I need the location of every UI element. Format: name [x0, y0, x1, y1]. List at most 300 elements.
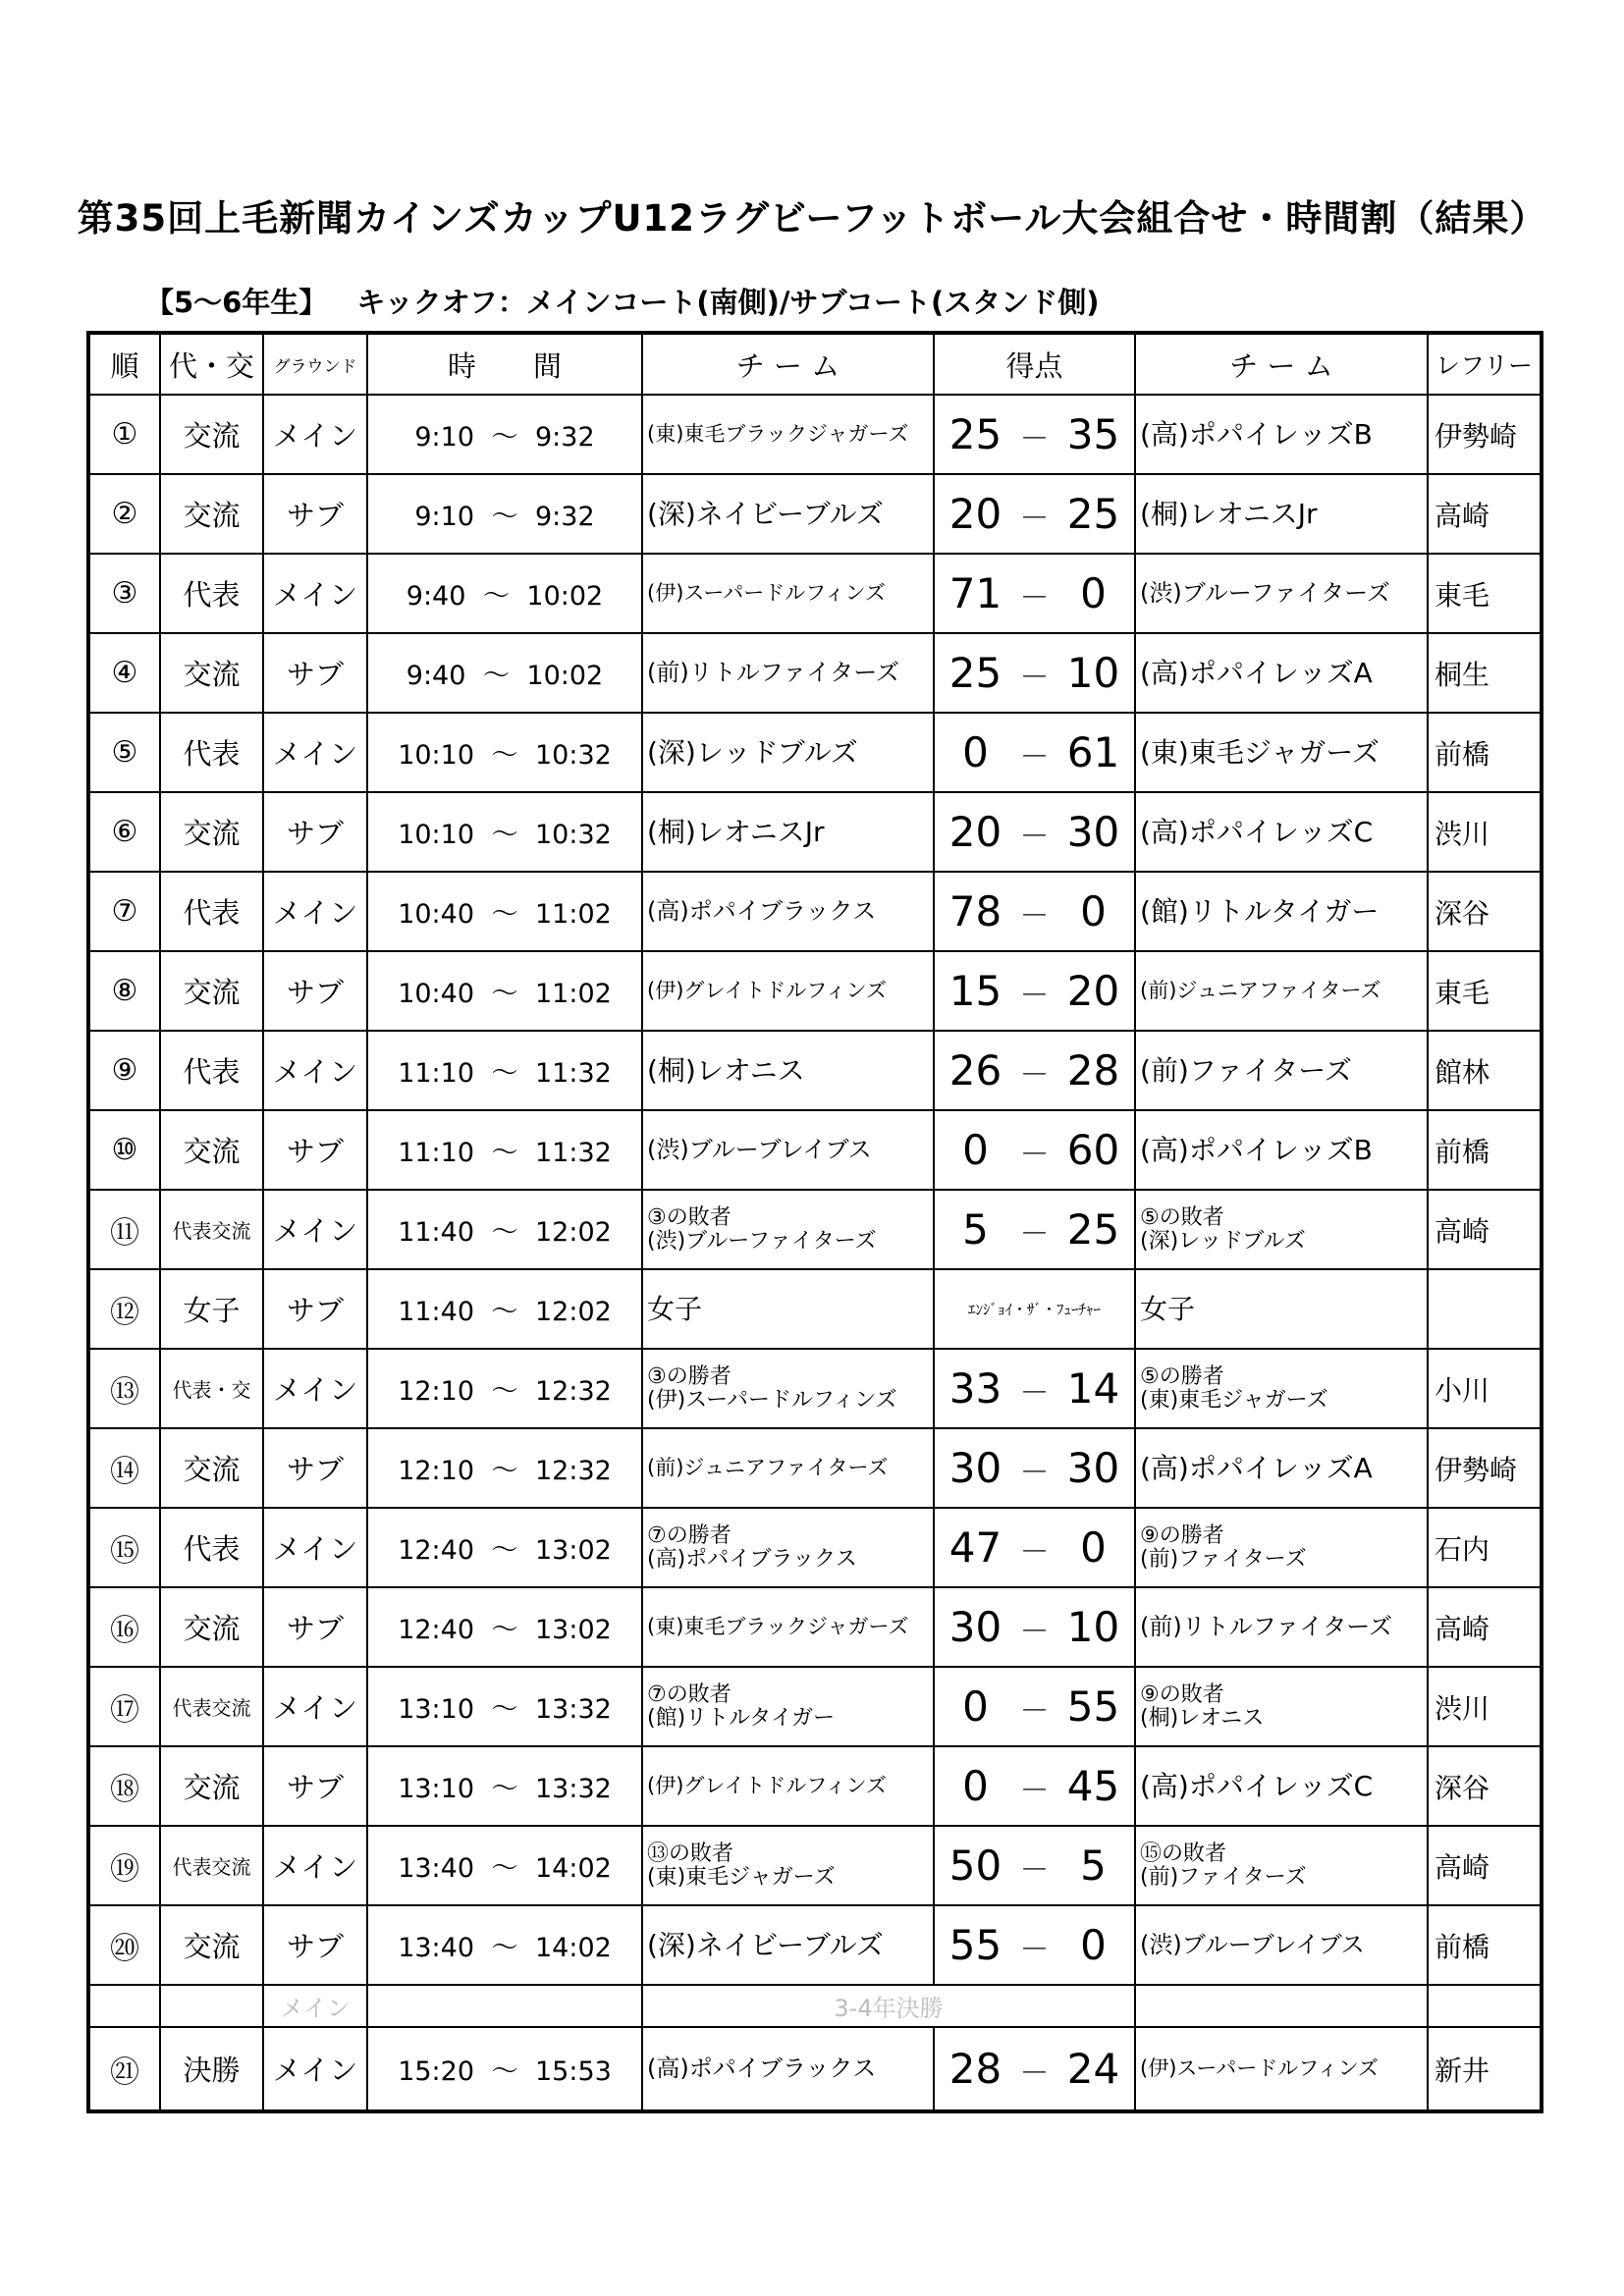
team-right: (桐)レオニスJr [1135, 474, 1428, 554]
start-time: 13:10 [398, 1694, 474, 1725]
start-time: 9:40 [406, 581, 466, 612]
time-slot [367, 1508, 642, 1587]
time-separator: ～ [491, 1853, 518, 1884]
referee: 高崎 [1428, 1190, 1542, 1269]
referee: 高崎 [1428, 1587, 1542, 1667]
score [934, 1349, 1135, 1428]
time-separator: ～ [491, 1138, 518, 1168]
team-left [642, 1826, 934, 1905]
score-separator: － [1019, 1774, 1050, 1808]
header-ground: グラウンド [263, 333, 367, 395]
referee: 東毛 [1428, 951, 1542, 1031]
division: 代表 [160, 872, 263, 951]
team-right-source: ⑨の敗者 [1140, 1682, 1224, 1708]
header-time: 時 間 [367, 333, 642, 395]
team-left [642, 1667, 934, 1746]
table-row [88, 713, 1542, 792]
score-separator: － [1019, 899, 1050, 934]
end-time: 12:32 [535, 1376, 612, 1407]
team-left: (深)レッドブルズ [642, 713, 934, 792]
team-right [1135, 1667, 1428, 1746]
score-right: 30 [1066, 1444, 1120, 1492]
start-time: 13:40 [398, 1933, 474, 1963]
referee: 前橋 [1428, 713, 1542, 792]
end-time: 13:32 [535, 1774, 612, 1804]
score-separator: － [1019, 1058, 1050, 1093]
score-left: 25 [948, 649, 1002, 697]
table-row [88, 1587, 1542, 1667]
kickoff-note: キックオフ：メインコート(南側)/サブコート(スタンド側) [356, 286, 1100, 319]
score-separator: － [1019, 2056, 1050, 2091]
score-left: 20 [948, 808, 1002, 856]
score-separator: － [1019, 502, 1050, 536]
score-left: 5 [962, 1205, 989, 1254]
ground: サブ [263, 633, 367, 713]
team-right: (館)リトルタイガー [1135, 872, 1428, 951]
division: 代表交流 [160, 1190, 263, 1269]
end-time: 10:02 [526, 581, 604, 612]
header-score: 得点 [934, 333, 1135, 395]
referee: 前橋 [1428, 1905, 1542, 1985]
ground: サブ [263, 474, 367, 554]
header-no: 順 [88, 333, 160, 395]
score-separator: － [1019, 820, 1050, 854]
team-right-name: (前)ファイターズ [1140, 1864, 1307, 1890]
match-number: ⑤ [88, 713, 160, 792]
ground: メイン [263, 1667, 367, 1746]
referee: 伊勢崎 [1428, 1428, 1542, 1508]
time-slot [367, 1110, 642, 1190]
team-right-name: (桐)レオニス [1140, 1705, 1265, 1731]
score-separator: － [1019, 1694, 1050, 1729]
ground: サブ [263, 1110, 367, 1190]
time-slot [367, 951, 642, 1031]
score-separator: － [1019, 1138, 1050, 1172]
interlude-referee [1428, 1985, 1542, 2027]
ground: メイン [263, 395, 367, 474]
referee: 深谷 [1428, 1746, 1542, 1826]
score [934, 1667, 1135, 1746]
end-time: 13:02 [535, 1535, 612, 1566]
match-number: ⑮ [88, 1508, 160, 1587]
score [934, 1746, 1135, 1826]
match-number: ⑭ [88, 1428, 160, 1508]
division: 交流 [160, 395, 263, 474]
score [934, 633, 1135, 713]
score-left: 33 [948, 1364, 1002, 1413]
team-right [1135, 1349, 1428, 1428]
referee [1428, 1269, 1542, 1349]
team-right: (高)ポパイレッズA [1135, 633, 1428, 713]
time-slot [367, 2027, 642, 2111]
end-time: 10:02 [526, 661, 604, 691]
table-row [88, 792, 1542, 872]
time-slot [367, 474, 642, 554]
team-left: (伊)スーパードルフィンズ [642, 554, 934, 633]
team-right: (高)ポパイレッズB [1135, 1110, 1428, 1190]
score [934, 1190, 1135, 1269]
match-number: ⑥ [88, 792, 160, 872]
interlude-division [160, 1985, 263, 2027]
time-separator: ～ [491, 1058, 518, 1089]
team-right-source: ⑨の勝者 [1140, 1523, 1224, 1549]
referee: 新井 [1428, 2027, 1542, 2111]
start-time: 11:40 [398, 1297, 474, 1327]
score [934, 395, 1135, 474]
start-time: 12:40 [398, 1615, 474, 1645]
referee: 東毛 [1428, 554, 1542, 633]
score-left: 25 [948, 410, 1002, 458]
team-right: (東)東毛ジャガーズ [1135, 713, 1428, 792]
division: 代表 [160, 713, 263, 792]
score-separator: － [1019, 1456, 1050, 1490]
interlude-time [367, 1985, 642, 2027]
time-slot [367, 1428, 642, 1508]
division: 交流 [160, 1905, 263, 1985]
referee: 伊勢崎 [1428, 395, 1542, 474]
team-left-source: ③の敗者 [647, 1205, 731, 1231]
time-separator: ～ [491, 1774, 518, 1804]
division: 代表 [160, 554, 263, 633]
ground: サブ [263, 1746, 367, 1826]
start-time: 10:10 [398, 820, 474, 850]
interlude-row [88, 1985, 1542, 2027]
document-title: 第35回上毛新聞カインズカップU12ラグビーフットボール大会組合せ・時間割（結果） [77, 197, 1547, 240]
end-time: 11:32 [535, 1058, 612, 1089]
ground: メイン [263, 554, 367, 633]
score-right: 25 [1066, 1205, 1120, 1254]
table-row [88, 554, 1542, 633]
division: 交流 [160, 1428, 263, 1508]
referee: 館林 [1428, 1031, 1542, 1110]
referee: 渋川 [1428, 1667, 1542, 1746]
score-right: 55 [1066, 1682, 1120, 1731]
score-right: 10 [1066, 649, 1120, 697]
table-row [88, 1667, 1542, 1746]
start-time: 10:40 [398, 899, 474, 930]
score-left: 26 [948, 1046, 1002, 1095]
score-left: 30 [948, 1603, 1002, 1651]
end-time: 9:32 [535, 422, 595, 453]
end-time: 11:02 [535, 899, 612, 930]
score-note: ｴﾝｼﾞｮｲ・ｻﾞ・ﾌｭｰﾁｬｰ [934, 1269, 1135, 1349]
team-left [642, 1349, 934, 1428]
score [934, 1428, 1135, 1508]
score-right: 30 [1066, 808, 1120, 856]
header-row [88, 333, 1542, 395]
time-separator: ～ [491, 979, 518, 1009]
start-time: 9:10 [414, 502, 474, 532]
division: 女子 [160, 1269, 263, 1349]
time-slot [367, 554, 642, 633]
time-separator: ～ [491, 740, 518, 771]
table-row [88, 1190, 1542, 1269]
start-time: 11:10 [398, 1058, 474, 1089]
score [934, 713, 1135, 792]
ground: サブ [263, 1269, 367, 1349]
team-right: (高)ポパイレッズC [1135, 792, 1428, 872]
ground: メイン [263, 1031, 367, 1110]
team-left: (深)ネイビーブルズ [642, 1905, 934, 1985]
score-right: 25 [1066, 490, 1120, 538]
table-row [88, 2027, 1542, 2111]
end-time: 14:02 [535, 1853, 612, 1884]
time-slot [367, 1667, 642, 1746]
score-right: 20 [1066, 967, 1120, 1015]
time-separator: ～ [491, 1376, 518, 1407]
score-separator: － [1019, 661, 1050, 695]
referee: 石内 [1428, 1508, 1542, 1587]
team-left-source: ③の勝者 [647, 1364, 731, 1390]
score-right: 14 [1066, 1364, 1120, 1413]
team-left: (東)東毛ブラックジャガーズ [642, 1587, 934, 1667]
end-time: 10:32 [535, 820, 612, 850]
start-time: 9:40 [406, 661, 466, 691]
team-right: (前)リトルファイターズ [1135, 1587, 1428, 1667]
score [934, 2027, 1135, 2111]
table-row [88, 1905, 1542, 1985]
time-slot [367, 1269, 642, 1349]
schedule-table [86, 331, 1543, 2113]
score [934, 1508, 1135, 1587]
team-left-name: (伊)スーパードルフィンズ [647, 1387, 897, 1413]
time-separator: ～ [491, 1456, 518, 1486]
start-time: 12:40 [398, 1535, 474, 1566]
team-right: (渋)ブルーブレイブス [1135, 1905, 1428, 1985]
score-right: 24 [1066, 2045, 1120, 2093]
time-separator: ～ [491, 899, 518, 930]
table-row [88, 951, 1542, 1031]
division: 交流 [160, 633, 263, 713]
match-number: ⑩ [88, 1110, 160, 1190]
division: 交流 [160, 1587, 263, 1667]
team-right: (高)ポパイレッズB [1135, 395, 1428, 474]
time-separator: ～ [491, 820, 518, 850]
score [934, 1031, 1135, 1110]
match-number: ① [88, 395, 160, 474]
time-separator: ～ [491, 502, 518, 532]
table-row [88, 1349, 1542, 1428]
time-slot [367, 1826, 642, 1905]
score-left: 50 [948, 1842, 1002, 1890]
division: 代表 [160, 1031, 263, 1110]
division: 代表交流 [160, 1667, 263, 1746]
time-slot [367, 633, 642, 713]
score [934, 554, 1135, 633]
score-left: 47 [948, 1523, 1002, 1572]
ground: メイン [263, 1508, 367, 1587]
team-right [1135, 1190, 1428, 1269]
ground: メイン [263, 872, 367, 951]
team-left: (東)東毛ブラックジャガーズ [642, 395, 934, 474]
score-right: 28 [1066, 1046, 1120, 1095]
team-left: (前)ジュニアファイターズ [642, 1428, 934, 1508]
score-right: 0 [1080, 1921, 1107, 1969]
end-time: 13:32 [535, 1694, 612, 1725]
time-separator: ～ [482, 581, 510, 612]
score-left: 0 [962, 1682, 989, 1731]
end-time: 12:32 [535, 1456, 612, 1486]
score-right: 35 [1066, 410, 1120, 458]
score-right: 10 [1066, 1603, 1120, 1651]
score-left: 20 [948, 490, 1002, 538]
interlude-ground: メイン [263, 1985, 367, 2027]
division: 代表交流 [160, 1826, 263, 1905]
team-left: 女子 [642, 1269, 934, 1349]
table-row [88, 1746, 1542, 1826]
team-right: (高)ポパイレッズC [1135, 1746, 1428, 1826]
table-row [88, 1826, 1542, 1905]
score-separator: － [1019, 1933, 1050, 1967]
team-left: (伊)グレイトドルフィンズ [642, 951, 934, 1031]
match-number: ⑫ [88, 1269, 160, 1349]
time-slot [367, 1905, 642, 1985]
score-left: 28 [948, 2045, 1002, 2093]
team-right: (前)ジュニアファイターズ [1135, 951, 1428, 1031]
score-separator: － [1019, 1535, 1050, 1570]
end-time: 13:02 [535, 1615, 612, 1645]
time-separator: ～ [482, 661, 510, 691]
team-left: (深)ネイビーブルズ [642, 474, 934, 554]
division: 交流 [160, 951, 263, 1031]
start-time: 10:40 [398, 979, 474, 1009]
team-right-source: ⑤の敗者 [1140, 1205, 1224, 1231]
score-right: 61 [1066, 728, 1120, 776]
header-division: 代・交 [160, 333, 263, 395]
score [934, 1826, 1135, 1905]
end-time: 12:02 [535, 1217, 612, 1248]
header-team2: チ ー ム [1135, 333, 1428, 395]
score-left: 15 [948, 967, 1002, 1015]
score [934, 1587, 1135, 1667]
score-separator: － [1019, 1853, 1050, 1888]
time-separator: ～ [491, 1297, 518, 1327]
time-slot [367, 1746, 642, 1826]
table-row [88, 395, 1542, 474]
time-separator: ～ [491, 2056, 518, 2087]
time-slot [367, 1031, 642, 1110]
team-left: (高)ポパイブラックス [642, 872, 934, 951]
end-time: 14:02 [535, 1933, 612, 1963]
time-slot [367, 713, 642, 792]
start-time: 13:40 [398, 1853, 474, 1884]
team-left-source: ⑦の勝者 [647, 1523, 731, 1549]
table-row [88, 474, 1542, 554]
team-left: (高)ポパイブラックス [642, 2027, 934, 2111]
time-slot [367, 395, 642, 474]
time-slot [367, 792, 642, 872]
team-right-name: (深)レッドブルズ [1140, 1228, 1306, 1254]
match-number: ⑦ [88, 872, 160, 951]
team-left-name: (館)リトルタイガー [647, 1705, 836, 1731]
score-right: 45 [1066, 1762, 1120, 1810]
score-separator: － [1019, 1615, 1050, 1649]
team-right: (伊)スーパードルフィンズ [1135, 2027, 1428, 2111]
team-right [1135, 1826, 1428, 1905]
start-time: 12:10 [398, 1376, 474, 1407]
team-right: (高)ポパイレッズA [1135, 1428, 1428, 1508]
division: 交流 [160, 792, 263, 872]
team-left [642, 1508, 934, 1587]
team-left: (桐)レオニスJr [642, 792, 934, 872]
referee: 桐生 [1428, 633, 1542, 713]
ground: サブ [263, 1587, 367, 1667]
start-time: 11:40 [398, 1217, 474, 1248]
division: 代表・交 [160, 1349, 263, 1428]
team-right [1135, 1508, 1428, 1587]
score [934, 872, 1135, 951]
score-right: 0 [1080, 887, 1107, 935]
match-number: ⑪ [88, 1190, 160, 1269]
team-left [642, 1190, 934, 1269]
match-number: ⑬ [88, 1349, 160, 1428]
start-time: 15:20 [398, 2056, 474, 2087]
end-time: 15:53 [535, 2056, 612, 2087]
score-left: 0 [962, 1762, 989, 1810]
start-time: 12:10 [398, 1456, 474, 1486]
match-number: ㉑ [88, 2027, 160, 2111]
division: 決勝 [160, 2027, 263, 2111]
interlude-team [1135, 1985, 1428, 2027]
time-slot [367, 872, 642, 951]
time-separator: ～ [491, 1535, 518, 1566]
score [934, 792, 1135, 872]
match-number: ④ [88, 633, 160, 713]
referee: 小川 [1428, 1349, 1542, 1428]
team-right: 女子 [1135, 1269, 1428, 1349]
table-row [88, 872, 1542, 951]
match-number: ⑧ [88, 951, 160, 1031]
score-left: 71 [948, 569, 1002, 617]
referee: 高崎 [1428, 1826, 1542, 1905]
end-time: 11:02 [535, 979, 612, 1009]
division: 交流 [160, 1110, 263, 1190]
division: 交流 [160, 1746, 263, 1826]
score-right: 5 [1080, 1842, 1107, 1890]
match-number: ⑲ [88, 1826, 160, 1905]
end-time: 9:32 [535, 502, 595, 532]
ground: メイン [263, 713, 367, 792]
team-left: (前)リトルファイターズ [642, 633, 934, 713]
team-left: (渋)ブルーブレイブス [642, 1110, 934, 1190]
table-row [88, 633, 1542, 713]
table-row [88, 1269, 1542, 1349]
team-left: (伊)グレイトドルフィンズ [642, 1746, 934, 1826]
table-row [88, 1031, 1542, 1110]
score-separator: － [1019, 1217, 1050, 1252]
table-row [88, 1508, 1542, 1587]
age-group-label: 【5～6年生】 [145, 286, 328, 319]
time-separator: ～ [491, 422, 518, 453]
start-time: 11:10 [398, 1138, 474, 1168]
match-number: ③ [88, 554, 160, 633]
end-time: 12:02 [535, 1297, 612, 1327]
division: 交流 [160, 474, 263, 554]
start-time: 13:10 [398, 1774, 474, 1804]
match-number: ⑯ [88, 1587, 160, 1667]
table-row [88, 1110, 1542, 1190]
score [934, 951, 1135, 1031]
team-left-name: (東)東毛ジャガーズ [647, 1864, 836, 1890]
time-slot [367, 1349, 642, 1428]
referee: 高崎 [1428, 474, 1542, 554]
start-time: 9:10 [414, 422, 474, 453]
match-number: ⑨ [88, 1031, 160, 1110]
referee: 渋川 [1428, 792, 1542, 872]
score [934, 474, 1135, 554]
score-left: 55 [948, 1921, 1002, 1969]
table-row [88, 1428, 1542, 1508]
